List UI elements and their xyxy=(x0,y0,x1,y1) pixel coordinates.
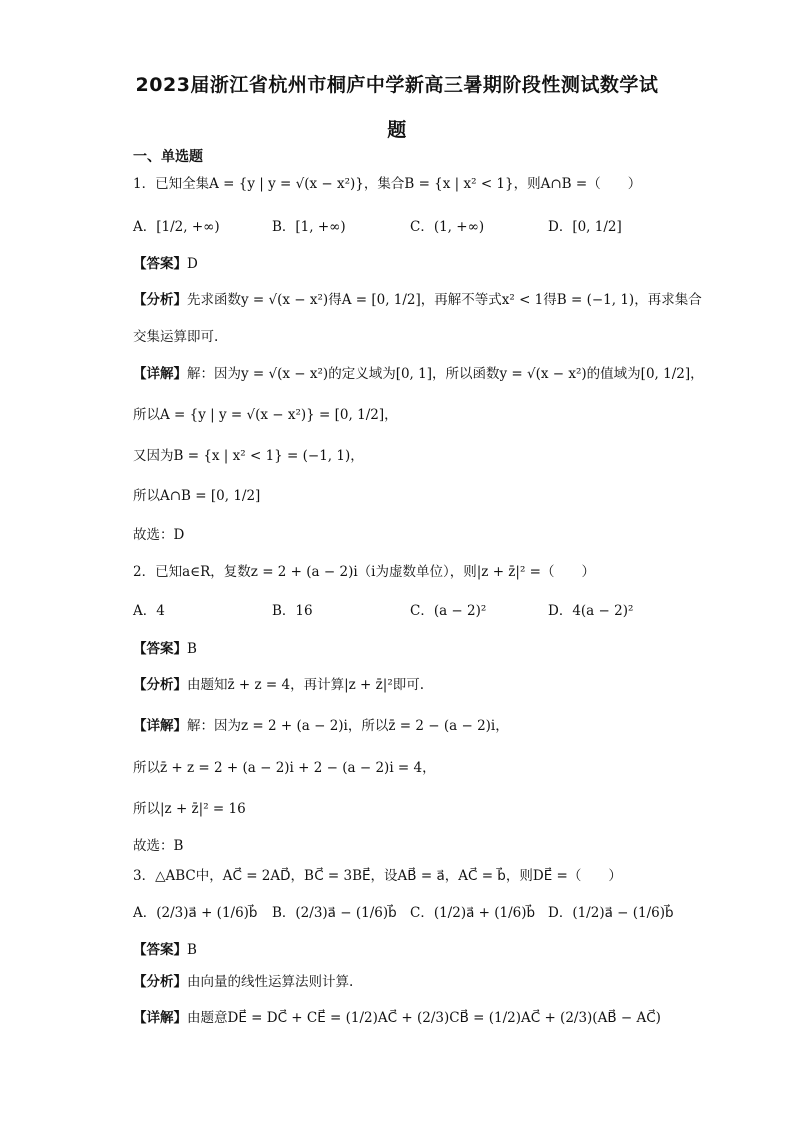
q3-stem: 3．△ABC中，AC⃗ = 2AD⃗，BC⃗ = 3BE⃗，设AB⃗ = a⃗，AC⃗ = b⃗，则DE⃗ =（ ） xyxy=(133,868,622,884)
q2-option-c: C．(a − 2)² xyxy=(410,603,487,619)
section-heading: 一、单选题 xyxy=(133,149,203,165)
q1-option-d: D．[0, 1/2] xyxy=(548,219,622,235)
detail-tag: 【详解】 xyxy=(133,718,187,734)
q2-detail-2: 所以z̄ + z = 2 + (a − 2)i + 2 − (a − 2)i = 4， xyxy=(133,760,436,776)
detail-text: 解：因为y = √(x − x²)的定义域为[0, 1]，所以函数y = √(x − x²)的值域为[0, 1/2]， xyxy=(187,366,704,382)
detail-text: 解：因为z = 2 + (a − 2)i，所以z̄ = 2 − (a − 2)i， xyxy=(187,718,509,734)
detail-text: 由题意DE⃗ = DC⃗ + CE⃗ = (1/2)AC⃗ + (2/3)CB⃗ = (1/2)AC⃗ + (2/3)(AB⃗ − AC⃗) xyxy=(187,1010,661,1026)
analysis-text: 由题知z̄ + z = 4，再计算|z + z̄|²即可. xyxy=(187,677,425,693)
q2-detail-3: 所以|z + z̄|² = 16 xyxy=(133,801,246,817)
q2-option-b: B．16 xyxy=(272,603,313,619)
answer-value: B xyxy=(187,641,197,657)
answer-tag: 【答案】 xyxy=(133,942,187,958)
answer-tag: 【答案】 xyxy=(133,641,187,657)
detail-tag: 【详解】 xyxy=(133,1010,187,1026)
q3-option-d: D．(1/2)a⃗ − (1/6)b⃗ xyxy=(548,905,674,921)
q2-option-a: A．4 xyxy=(133,603,165,619)
q1-detail-2: 所以A = {y | y = √(x − x²)} = [0, 1/2]， xyxy=(133,407,398,423)
analysis-tag: 【分析】 xyxy=(133,292,187,308)
q3-analysis xyxy=(133,972,353,992)
q1-analysis-cont: 交集运算即可. xyxy=(133,329,219,345)
q1-option-b: B．[1, +∞) xyxy=(272,219,346,235)
q3-detail xyxy=(133,1008,661,1028)
detail-tag: 【详解】 xyxy=(133,366,187,382)
analysis-tag: 【分析】 xyxy=(133,677,187,693)
q3-option-a: A．(2/3)a⃗ + (1/6)b⃗ xyxy=(133,905,258,921)
q1-choice: 故选：D xyxy=(133,527,185,543)
q2-answer xyxy=(133,639,197,659)
q1-detail-3: 又因为B = {x | x² < 1} = (−1, 1)， xyxy=(133,448,364,464)
q3-option-b: B．(2/3)a⃗ − (1/6)b⃗ xyxy=(272,905,397,921)
q2-option-d: D．4(a − 2)² xyxy=(548,603,634,619)
q1-analysis xyxy=(133,290,702,310)
q1-answer xyxy=(133,254,198,274)
q2-stem: 2．已知a∈R，复数z = 2 + (a − 2)i（i为虚数单位），则|z + z̄|² =（ ） xyxy=(133,564,595,580)
doc-title-line1: 2023届浙江省杭州市桐庐中学新高三暑期阶段性测试数学试 xyxy=(135,74,659,96)
analysis-text: 由向量的线性运算法则计算. xyxy=(187,974,354,990)
q1-detail xyxy=(133,364,704,384)
answer-value: B xyxy=(187,942,197,958)
q3-answer xyxy=(133,940,197,960)
q1-detail-4: 所以A∩B = [0, 1/2] xyxy=(133,488,261,504)
q1-option-a: A．[1/2, +∞) xyxy=(133,219,220,235)
q2-analysis xyxy=(133,675,424,695)
q3-option-c: C．(1/2)a⃗ + (1/6)b⃗ xyxy=(410,905,536,921)
answer-tag: 【答案】 xyxy=(133,256,187,272)
q1-option-c: C．(1, +∞) xyxy=(410,219,485,235)
q2-detail xyxy=(133,716,509,736)
answer-value: D xyxy=(187,256,198,272)
doc-title-line2: 题 xyxy=(387,119,407,141)
analysis-text: 先求函数y = √(x − x²)得A = [0, 1/2]，再解不等式x² < 1得B = (−1, 1)，再求集合 xyxy=(187,292,702,308)
q1-stem: 1．已知全集A = {y | y = √(x − x²)}，集合B = {x | x² < 1}，则A∩B =（ ） xyxy=(133,176,642,192)
analysis-tag: 【分析】 xyxy=(133,974,187,990)
q2-choice: 故选：B xyxy=(133,838,184,854)
